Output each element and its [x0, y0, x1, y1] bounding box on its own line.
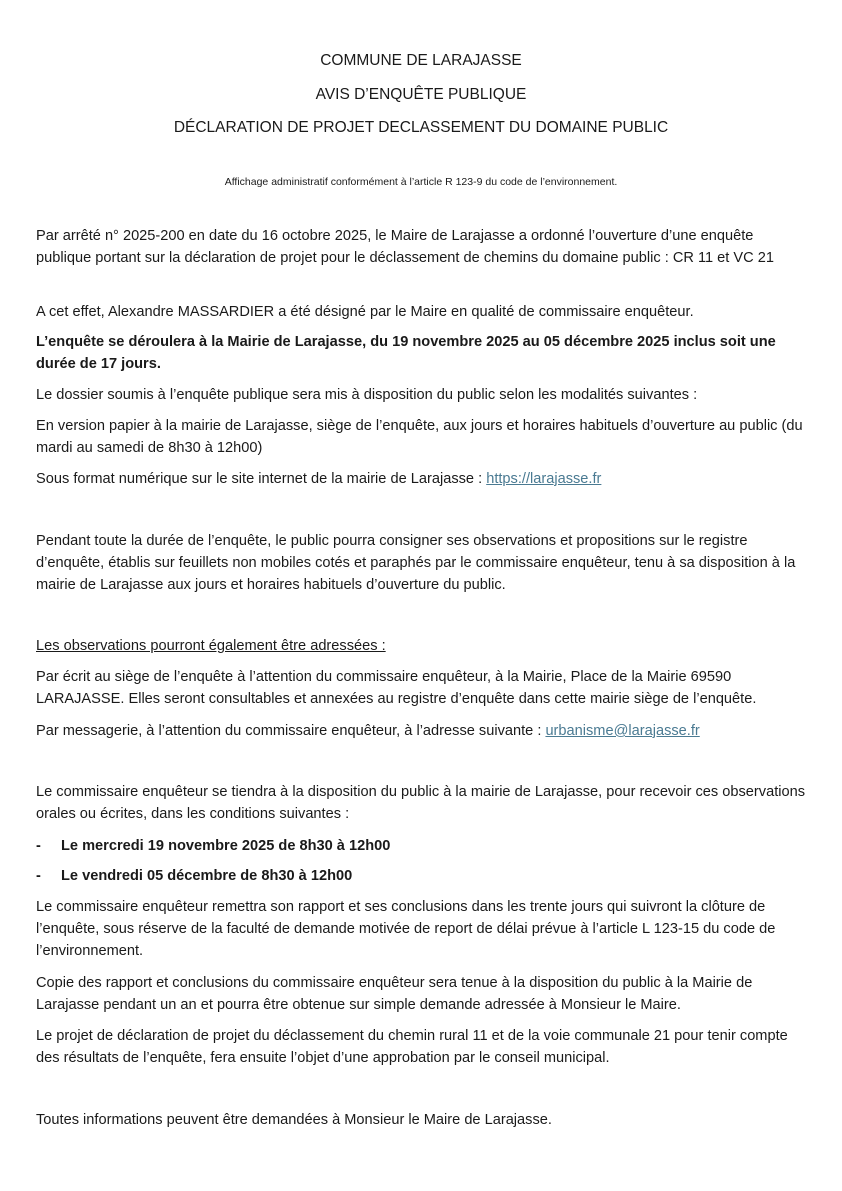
- permanence-item-1: [36, 835, 390, 857]
- permanence-item-2: [36, 865, 352, 887]
- observations-heading: Les observations pourront également être adressées :: [36, 638, 386, 654]
- paragraph-registre: Pendant toute la durée de l’enquête, le public pourra consigner ses observations et propositions sur le registre d’enquête, établis sur feuillets non mobiles cotés et paraphés par le commissaire enquêteur, tenu à sa disposition à la mairie de Larajasse aux jours et horaires habituels d’ouverture du public.: [36, 533, 796, 593]
- paragraph-messagerie: [36, 720, 808, 742]
- bullet-dash: -: [36, 838, 41, 854]
- paragraph-format-numerique: [36, 468, 808, 490]
- paragraph-dates: L’enquête se déroulera à la Mairie de Larajasse, du 19 novembre 2025 au 05 décembre 2025 inclus soit une durée de 17 jours.: [36, 334, 776, 372]
- messagerie-text: Par messagerie, à l’attention du commissaire enquêteur, à l’adresse suivante :: [36, 723, 546, 739]
- format-numerique-text: Sous format numérique sur le site internet de la mairie de Larajasse :: [36, 471, 487, 487]
- paragraph-informations: Toutes informations peuvent être demandées à Monsieur le Maire de Larajasse.: [36, 1112, 552, 1128]
- commune-title: COMMUNE DE LARAJASSE: [320, 52, 522, 69]
- permanence-item-1-text: Le mercredi 19 novembre 2025 de 8h30 à 12h00: [61, 838, 391, 854]
- paragraph-version-papier: En version papier à la mairie de Larajasse, siège de l’enquête, aux jours et horaires habituels d’ouverture au public (du mardi au samedi de 8h30 à 12h00): [36, 418, 803, 456]
- paragraph-par-ecrit: Par écrit au siège de l’enquête à l’attention du commissaire enquêteur, à la Mairie, Place de la Mairie 69590 LARAJASSE. Elles seront consultables et annexées au registre d’enquête dans cette mairie siège de l’enquête.: [36, 669, 757, 707]
- bullet-dash: -: [36, 868, 41, 884]
- paragraph-dossier: Le dossier soumis à l’enquête publique sera mis à disposition du public selon les modalités suivantes :: [36, 387, 698, 403]
- paragraph-approbation: Le projet de déclaration de projet du déclassement du chemin rural 11 et de la voie communale 21 pour tenir compte des résultats de l’enquête, fera ensuite l’objet d’une approbation par le conseil municipal.: [36, 1028, 788, 1066]
- avis-title: AVIS D’ENQUÊTE PUBLIQUE: [315, 86, 527, 103]
- paragraph-permanences: Le commissaire enquêteur se tiendra à la disposition du public à la mairie de Larajasse, pour recevoir ces observations orales ou écrites, dans les conditions suivantes :: [36, 784, 806, 822]
- paragraph-rapport: Le commissaire enquêteur remettra son rapport et ses conclusions dans les trente jours qui suivront la clôture de l’enquête, sous réserve de la faculté de demande motivée de report de délai prévue à l’article L 123-15 du code de l’environnement.: [36, 899, 776, 959]
- declaration-title: DÉCLARATION DE PROJET DECLASSEMENT DU DOMAINE PUBLIC: [173, 119, 669, 136]
- affichage-note: Affichage administratif conformément à l’article R 123-9 du code de l’environnement.: [224, 176, 618, 188]
- permanence-item-2-text: Le vendredi 05 décembre de 8h30 à 12h00: [61, 868, 353, 884]
- paragraph-commissaire: A cet effet, Alexandre MASSARDIER a été désigné par le Maire en qualité de commissaire enquêteur.: [36, 304, 694, 320]
- paragraph-arrete: Par arrêté n° 2025-200 en date du 16 octobre 2025, le Maire de Larajasse a ordonné l’ouverture d’une enquête publique portant sur la déclaration de projet pour le déclassement de chemins du domaine public : CR 11 et VC 21: [36, 228, 774, 266]
- email-link[interactable]: urbanisme@larajasse.fr: [545, 723, 700, 739]
- website-link[interactable]: https://larajasse.fr: [486, 471, 602, 487]
- paragraph-copie: Copie des rapport et conclusions du commissaire enquêteur sera tenue à la disposition du public à la Mairie de Larajasse pendant un an et pourra être obtenue sur simple demande adressée à Monsieur le Maire.: [36, 975, 753, 1013]
